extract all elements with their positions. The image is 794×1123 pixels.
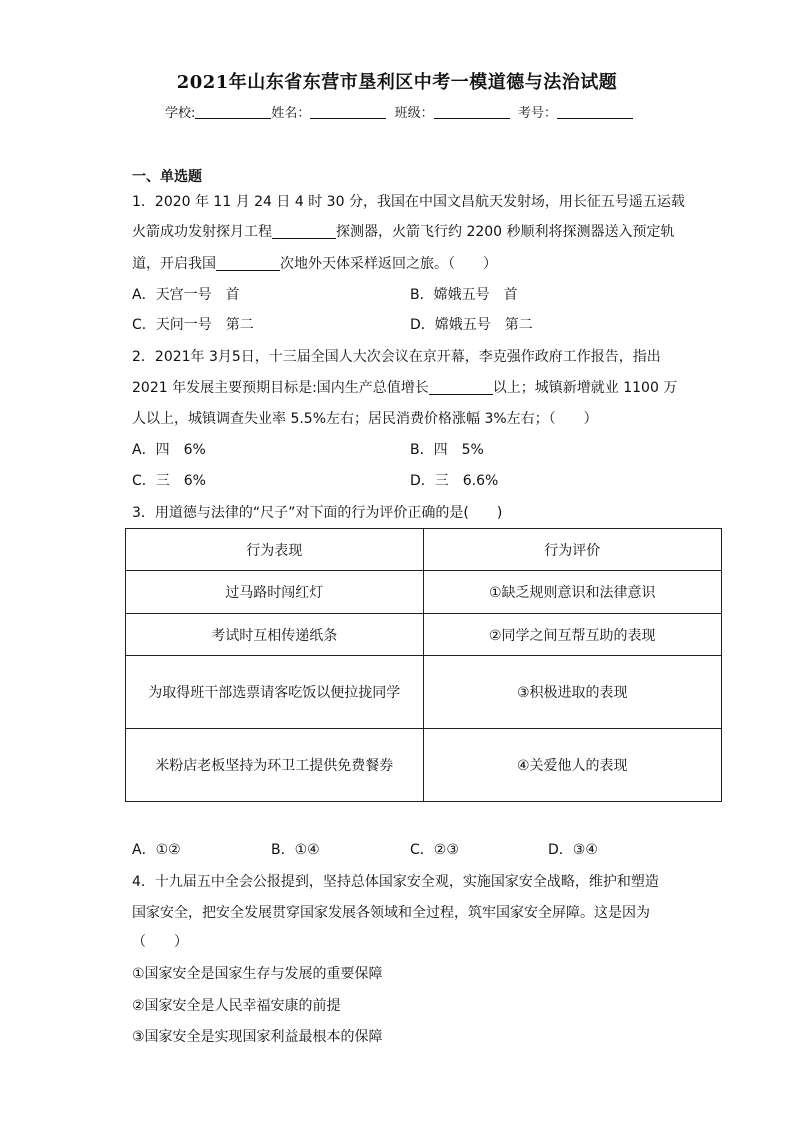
q2-option-d[interactable]: D．三 6.6% [410, 473, 499, 489]
q1-blank1 [272, 223, 336, 239]
q3-stem: 3．用道德与法律的“尺子”对下面的行为评价正确的是( ) [132, 505, 503, 521]
table-row [126, 571, 722, 614]
q3-behavior-table [125, 528, 722, 802]
table-row [126, 614, 722, 656]
q4-line3: （ ） [132, 934, 188, 950]
q1-option-d[interactable]: D．嫦娥五号 第二 [410, 317, 533, 333]
q4-statement-1: ①国家安全是国家生存与发展的重要保障 [132, 966, 383, 982]
q1-line3-end: 次地外天体采样返回之旅。（ ） [280, 256, 497, 272]
page-title: 2021年山东省东营市垦利区中考一模道德与法治试题 [176, 72, 618, 93]
q2-line2-start: 2021 年发展主要预期目标是:国内生产总值增长 [132, 380, 429, 396]
exam-no-label: 考号： [517, 106, 557, 121]
q1-option-b[interactable]: B．嫦娥五号 首 [410, 287, 518, 303]
table-row [126, 729, 722, 802]
q2-blank1 [429, 379, 493, 395]
evaluation-cell: ②同学之间互帮互助的表现 [423, 614, 722, 656]
q1-line1: 1．2020 年 11 月 24 日 4 时 30 分，我国在中国文昌航天发射场，用长征五号遥五运载 [132, 194, 685, 210]
table-header-row [126, 529, 722, 571]
q3-option-a[interactable]: A．①② [132, 842, 181, 858]
behavior-cell: 考试时互相传递纸条 [126, 614, 424, 656]
evaluation-cell: ①缺乏规则意识和法律意识 [423, 571, 722, 614]
q2-line1: 2．2021年 3月5日，十三届全国人大次会议在京开幕，李克强作政府工作报告，指出 [132, 349, 661, 365]
q1-option-c[interactable]: C．天问一号 第二 [132, 317, 254, 333]
q1-line3-start: 道，开启我国 [132, 256, 216, 272]
table-header-cell: 行为表现 [126, 529, 424, 571]
evaluation-cell: ③积极进取的表现 [423, 656, 722, 729]
q1-option-a[interactable]: A．天宫一号 首 [132, 287, 240, 303]
section-title: 一、单选题 [132, 169, 202, 185]
q1-line2 [132, 222, 675, 242]
q2-line2 [132, 378, 677, 398]
school-blank[interactable] [195, 104, 271, 119]
name-blank[interactable] [310, 104, 386, 119]
q4-statement-3: ③国家安全是实现国家利益最根本的保障 [132, 1029, 383, 1045]
class-blank[interactable] [434, 104, 510, 119]
behavior-cell: 米粉店老板坚持为环卫工提供免费餐券 [126, 729, 424, 802]
q1-line2-start: 火箭成功发射探月工程 [132, 224, 272, 240]
q2-option-c[interactable]: C．三 6% [132, 473, 206, 489]
q2-option-a[interactable]: A．四 6% [132, 442, 206, 458]
q1-line2-end: 探测器，火箭飞行约 2200 秒顺利将探测器送入预定轨 [336, 224, 675, 240]
q4-line1: 4．十九届五中全会公报提到，坚持总体国家安全观，实施国家安全战略，维护和塑造 [132, 874, 659, 890]
q1-line3 [132, 254, 497, 274]
class-label: 班级： [394, 106, 434, 121]
behavior-cell: 为取得班干部选票请客吃饭以便拉拢同学 [126, 656, 424, 729]
q3-option-b[interactable]: B．①④ [271, 842, 320, 858]
q2-line2-end: 以上；城镇新增就业 1100 万 [492, 380, 678, 396]
behavior-cell: 过马路时闯红灯 [126, 571, 424, 614]
q3-option-c[interactable]: C．②③ [410, 842, 459, 858]
q4-statement-2: ②国家安全是人民幸福安康的前提 [132, 998, 341, 1014]
student-info-line [165, 102, 633, 121]
school-label: 学校: [165, 106, 196, 121]
q2-line3: 人以上，城镇调查失业率 5.5%左右；居民消费价格涨幅 3%左右；（ ） [132, 411, 598, 427]
q2-option-b[interactable]: B．四 5% [410, 442, 484, 458]
table-row [126, 656, 722, 729]
evaluation-cell: ④关爱他人的表现 [423, 729, 722, 802]
table-header-cell: 行为评价 [423, 529, 722, 571]
name-label: 姓名： [271, 106, 311, 121]
exam-no-blank[interactable] [557, 104, 633, 119]
q4-line2: 国家安全，把安全发展贯穿国家发展各领域和全过程，筑牢国家安全屏障。这是因为 [132, 905, 650, 921]
q3-option-d[interactable]: D．③④ [548, 842, 598, 858]
q1-blank2 [216, 255, 280, 271]
